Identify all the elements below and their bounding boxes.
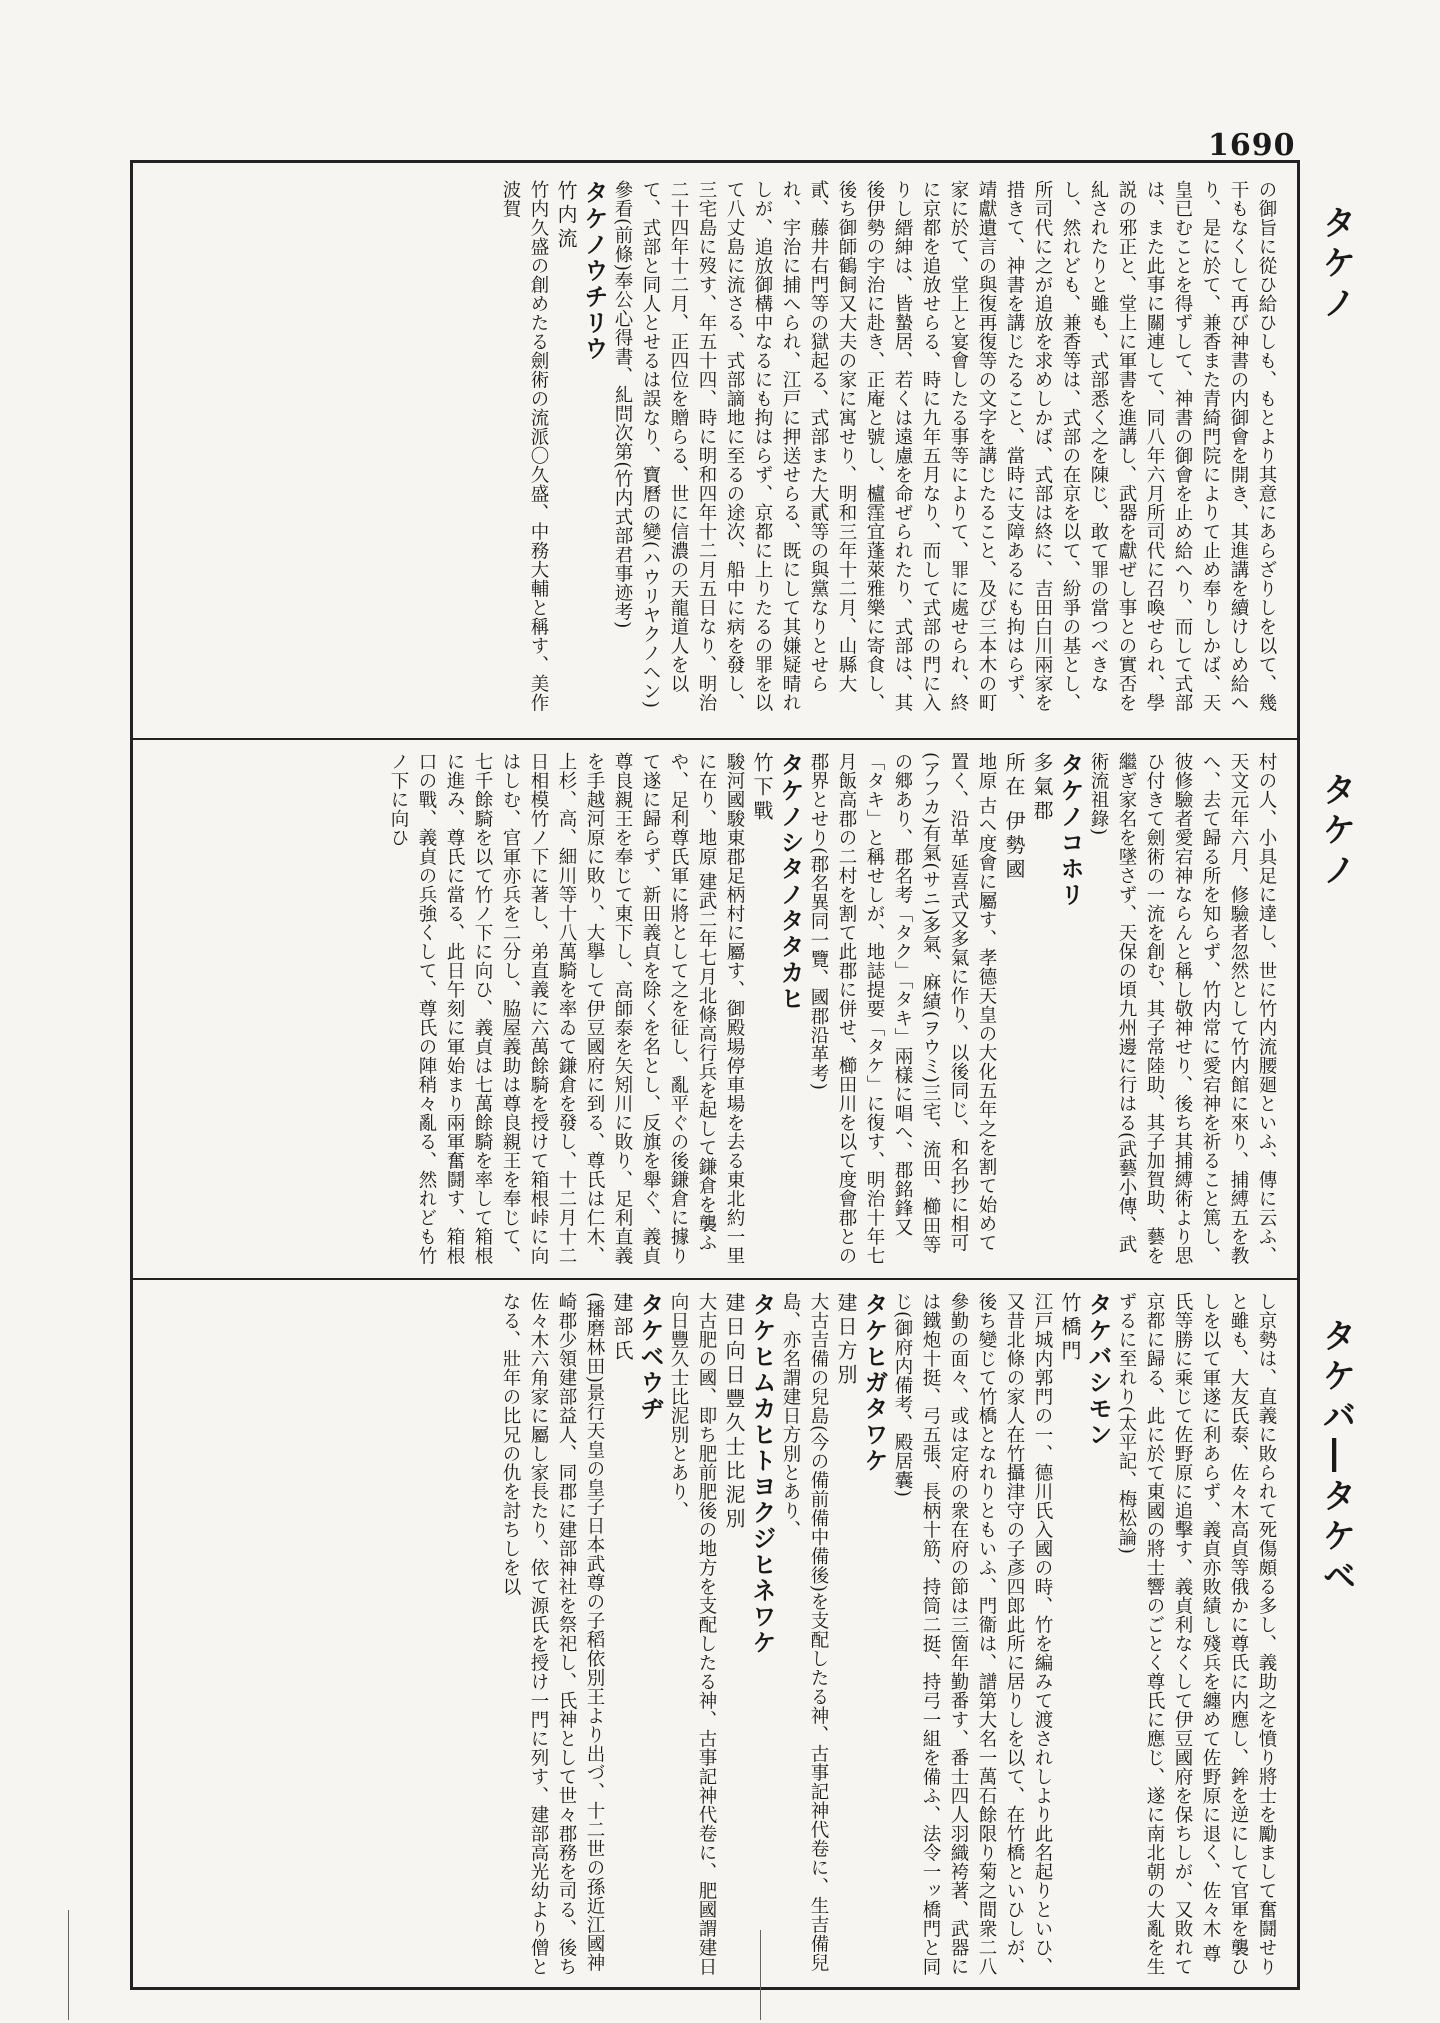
entry-text: 江戸城内郭門の一、德川氏入國の時、竹を編みて渡されしより此名起りといひ、又昔北條の家人在竹攝津守の子彥四郎此所に居りしを以て、在竹橋といひしが、後ち變じて竹橋となれりともいふ、門衞は、譜第大名一萬石餘限り菊之間衆二八參勤の面々、或は定府の衆在府の節は三箇年勤番す、番士四人羽織袴著、武器には鐵炮十挺、弓五張、長柄十筋、持筒二挺、持弓一組を備ふ、法令一ッ橋門と同じ(御府内備考、殿居囊)	[892, 1292, 1053, 1976]
section-bottom	[150, 1292, 1280, 1977]
entry-heading: タケノウチリウ	[580, 180, 608, 362]
section-divider-1	[130, 738, 1300, 740]
top-continuation: の御旨に從ひ給ひしも、もとより其意にあらざりしを以て、幾干もなくして再び神書の内御會を開き、其進講を續けしめ給へり、是に於て、兼香また青綺門院によりて止め奉りしかば、天皇已むことを得ずして、神書の御會を止め給へり、而して式部は、また此事に關連して、同八年六月所司代に召喚せられ、學説の邪正と、堂上に軍書を進講し、武器を獻ぜし事との實否を糺されたりと雖も、式部悉く之を陳じ、敢て罪の當つべきなし、然れども、兼香等は、式部の在京を以て、紛爭の基とし、所司代に之が追放を求めしかば、式部は終に、吉田白川兩家を措きて、神書を講じたること、當時に支障あるにも拘はらず、靖獻遺言の與復再復等の文字を講じたること、及び三本木の町家に於て、堂上と宴會したる事等によりて、罪に處せられ、終に京都を追放せらる、時に九年五月なり、而して式部の門に入りし縉紳は、皆蟄居、若くは遠慮を命ぜられたり、式部は、其後伊勢の宇治に赴き、正庵と號し、櫨䨟宜蓬萊雅樂に寄食し、後ち御師鶴飼又大夫の家に寓せり、明和三年十二月、山縣大貳、藤井右門等の獄起る、式部また大貳等の與黨なりとせられ、宇治に捕へられ、江戸に押送せらる、既にして其嫌疑晴れしが、追放御構中なるにも拘はらず、京都に上りたるの罪を以て八丈島に流さる、式部謫地に至るの途次、船中に病を發し、三宅島に歿す、年五十四、時に明和四年十二月五日なり、明治二十四年十二月、正四位を贈らる、世に信濃の天龍道人を以て、式部と同人とせるは誤なり、寶曆の變(ハウリヤクノヘン)參看(前條)奉公心得書、糺問次第(竹内式部君事迹考)	[612, 180, 1277, 712]
entry-text: 大古肥の國、即ち肥前肥後の地方を支配したる神、古事記神代卷に、肥國謂建日向日豐久士比泥別とあり、	[668, 1292, 717, 1976]
entry-location: 所在 伊勢國	[1002, 752, 1026, 883]
section-middle	[150, 752, 1280, 1267]
entry-heading: タケノコホリ	[1056, 752, 1084, 908]
entry-heading: タケヒムカヒトヨクジヒネワケ	[748, 1292, 776, 1656]
entry-heading: タケバシモン	[1084, 1292, 1112, 1448]
bottom-continuation: し京勢は、直義に敗られて死傷頗る多し、義助之を憤り將士を勵まして奮鬪せりと雖も、大友氏泰、佐々木高貞等俄かに尊氏に内應し、鉾を逆にして官軍を襲ひしを以て軍遂に利あらず、義貞亦敗績し殘兵を纏めて佐野原に退く、佐々木 尊氏等勝に乘じて佐野原に追擊す、義貞利なくして伊豆國府を保ちしが、又敗れて京都に歸る、此に於て東國の將士響のごとく尊氏に應じ、遂に南北朝の大亂を生ずるに至れり(太平記、梅松論)	[1116, 1292, 1277, 1976]
margin-label-middle: タケノ	[1316, 772, 1356, 892]
section-top	[150, 180, 1280, 725]
entry-reading: 竹橋門	[1058, 1292, 1082, 1364]
middle-continuation: 村の人、小具足に達し、世に竹内流腰廻といふ、傳に云ふ、天文元年六月、修驗者忽然として竹内館に來り、捕縛五を教へ、去て歸る所を知らず、竹内常に愛宕神を祈ること篤し、彼修驗者愛宕神ならんと稱し敬神せり、後ち其捕縛術より思ひ付きて劍術の一流を創む、其子常陸助、其子加賀助、藝を繼ぎ家名を墜さず、天保の頃九州邊に行はる(武藝小傳、武術流祖錄)	[1088, 752, 1277, 1265]
scan-edge-line	[68, 1910, 69, 2020]
entry-reading: 建部氏	[610, 1292, 634, 1364]
margin-label-bottom: タケバ―タケベ	[1316, 1318, 1356, 1598]
entry-text: 竹内久盛の創めたる劍術の流派〇久盛、中務大輔と稱す、美作波賀	[500, 180, 549, 712]
margin-label-top: タケノ	[1316, 205, 1356, 325]
entry-text: 地原 古へ度會に屬す、孝德天皇の大化五年之を割て始めて置く、沿革 延喜式又多氣に作り、以後同じ、和名抄に相可(アフカ)有氣(サニ)多氣、麻績(ヲウミ)三宅、流田、櫛田等の郷あり、郡名考「タク」「タキ」兩樣に唱へ、郡銘鋒又「タキ」と稱せしが、地誌提要「タケ」に復す、明治十年七月飯高郡の二村を割て此郡に併せ、櫛田川を以て度會郡との郡界とせり(郡名異同一覽、國郡沿革考)	[808, 752, 997, 1265]
entry-reading: 多氣郡	[1030, 752, 1054, 824]
entry-text: 大古吉備の兒島(今の備前備中備後)を支配したる神、古事記神代卷に、生吉備兒島、亦名謂建日方別とあり、	[780, 1292, 829, 1973]
entry-reading: 建日向日豐久士比泥別	[722, 1292, 746, 1532]
entry-heading: タケベウヂ	[636, 1292, 664, 1422]
scan-edge-line	[760, 1930, 761, 2020]
page-number: 1690	[1208, 128, 1296, 163]
entry-heading: タケヒガタワケ	[860, 1292, 888, 1474]
entry-text: (播磨林田)景行天皇の皇子日本武尊の子稻依別王より出づ、十二世の孫近江國神崎郡少領建部益人、同郡に建部神社を祭祀し、氏神として世々郡務を司る、後ち佐々木六角家に屬し家長たり、依て源氏を授け一門に列す、建部高光幼より僧となる、壯年の比兄の仇を討ちしを以	[500, 1292, 605, 1976]
entry-reading: 建日方別	[834, 1292, 858, 1388]
entry-heading: タケノシタノタタカヒ	[776, 752, 804, 1012]
entry-reading: 竹下戰	[750, 752, 774, 824]
entry-reading: 竹内流	[554, 180, 578, 252]
entry-text: 駿河國駿東郡足柄村に屬す、御殿場停車場を去る東北約一里に在り、地原 建武二年七月北條高行兵を起して鎌倉を襲ふや、足利尊氏軍に將として之を征し、亂平ぐの後鎌倉に據りて遂に歸らず、新田義貞を除くを名とし、反旗を舉ぐ、義貞尊良親王を奉じて東下し、高師泰を矢矧川に敗り、足利直義を手越河原に敗り、大擧して伊豆國府に到る、尊氏は仁木、上杉、高、細川等十八萬騎を率ゐて鎌倉を發し、十二月十二日相模竹ノ下に著し、弟直義に六萬餘騎を授けて箱根峠に向はしむ、官軍亦兵を二分し、脇屋義助は尊良親王を奉じて、七千餘騎を以て竹ノ下に向ひ、義貞は七萬餘騎を率して箱根に進み、尊氏に當る、此日午刻に軍始まり兩軍奮鬪す、箱根口の戰、義貞の兵強くして、尊氏の陣稍々亂る、然れども竹ノ下に向ひ	[388, 752, 745, 1265]
section-divider-2	[130, 1278, 1300, 1280]
